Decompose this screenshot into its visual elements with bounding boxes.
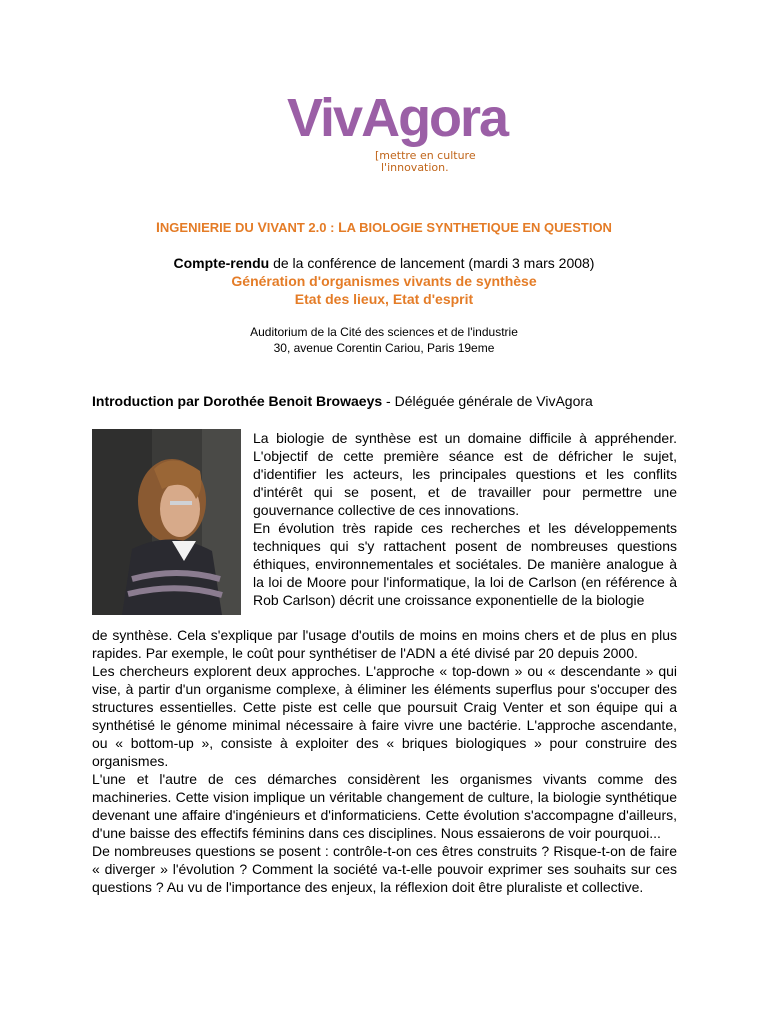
paragraph-2-end: de synthèse. Cela s'explique par l'usage d'outils de moins en moins chers et de plus en plus rapides. Par exemple, le coût pour synthétiser de l'ADN a été divisé par 20 depuis 2000. — [92, 627, 677, 661]
report-lead — [0, 255, 768, 271]
intro-heading-bold: Introduction par Dorothée Benoit Browaeys — [92, 393, 383, 409]
paragraph-3: Les chercheurs explorent deux approches. L'approche « top-down » ou « descendante » qui vise, à partir d'un organisme complexe, à éliminer les éléments superflus pour s'occuper des structures essentielles. Cette piste est celle que poursuit Craig Venter et son équipe qui a synthétisé le génome minimal nécessaire à faire vivre une bactérie. L'approche ascendante, ou « bottom-up », consiste à exploiter des « briques biologiques » pour construire des organismes. — [92, 663, 677, 769]
body-text — [92, 626, 677, 896]
vivagora-logo — [287, 88, 508, 178]
title-part-3: A BIOLOGIE SYNTHETIQUE EN QUESTION — [346, 220, 612, 235]
report-subtitle-1: Génération d'organismes vivants de synthèse — [231, 273, 537, 289]
paragraph-1-and-2a — [253, 429, 677, 609]
title-part-2: IVANT 2.0 : — [266, 220, 339, 235]
title-initial-1: I — [156, 219, 160, 235]
intro-heading-rest: - Déléguée générale de VivAgora — [382, 393, 593, 409]
logo-tagline-line-1: [mettre en culture — [375, 149, 476, 162]
report-lead-bold: Compte-rendu — [173, 255, 270, 271]
logo-tagline — [375, 150, 476, 174]
title-initial-3: L — [338, 219, 347, 235]
intro-heading — [92, 393, 593, 409]
paragraph-4: L'une et l'autre de ces démarches considèrent les organismes vivants comme des machineries. Cette vision implique un véritable changement de culture, la biologie synthétique devenant une affaire d'ingénieurs et d'informaticiens. Cette évolution s'accompagne d'ailleurs, d'une baisse des effectifs féminins dans ces disciplines. Nous essaierons de voir pourquoi... — [92, 771, 677, 841]
speaker-photo-image — [92, 429, 241, 615]
report-subtitle-2: Etat des lieux, Etat d'esprit — [294, 291, 474, 307]
paragraph-5: De nombreuses questions se posent : contrôle-t-on ces êtres construits ? Risque-t-on de faire « diverger » l'évolution ? Comment la société va-t-elle pouvoir exprimer ses souhaits sur ces questions ? Au vu de l'importance des enjeux, la réflexion doit être pluraliste et collective. — [92, 843, 677, 895]
venue-line-2: 30, avenue Corentin Cariou, Paris 19eme — [273, 341, 495, 355]
speaker-photo — [92, 429, 241, 615]
report-lead-rest: de la conférence de lancement (mardi 3 mars 2008) — [269, 255, 595, 271]
venue-line-1: Auditorium de la Cité des sciences et de l'industrie — [250, 325, 518, 339]
paragraph-2-start: En évolution très rapide ces recherches et les développements techniques qui s'y rattachent posent de nombreuses questions éthiques, environnementales et sociétales. De manière analogue à la loi de Moore pour l'informatique, la loi de Carlson (en référence à Rob Carlson) décrit une croissance exponentielle de la biologie — [253, 520, 677, 608]
title-initial-2: V — [257, 219, 267, 235]
logo-tagline-line-2: l'innovation. — [381, 161, 449, 174]
title-part-1: NGENIERIE DU — [159, 220, 258, 235]
logo-wordmark: VivAgora — [287, 88, 508, 148]
paragraph-1: La biologie de synthèse est un domaine difficile à appréhender. L'objectif de cette première séance est de défricher le sujet, d'identifier les acteurs, les principales questions et les conflits d'intérêt qui se posent, et de travailler pour permettre une gouvernance collective de ces innovations. — [253, 430, 677, 518]
document-title — [0, 219, 768, 235]
